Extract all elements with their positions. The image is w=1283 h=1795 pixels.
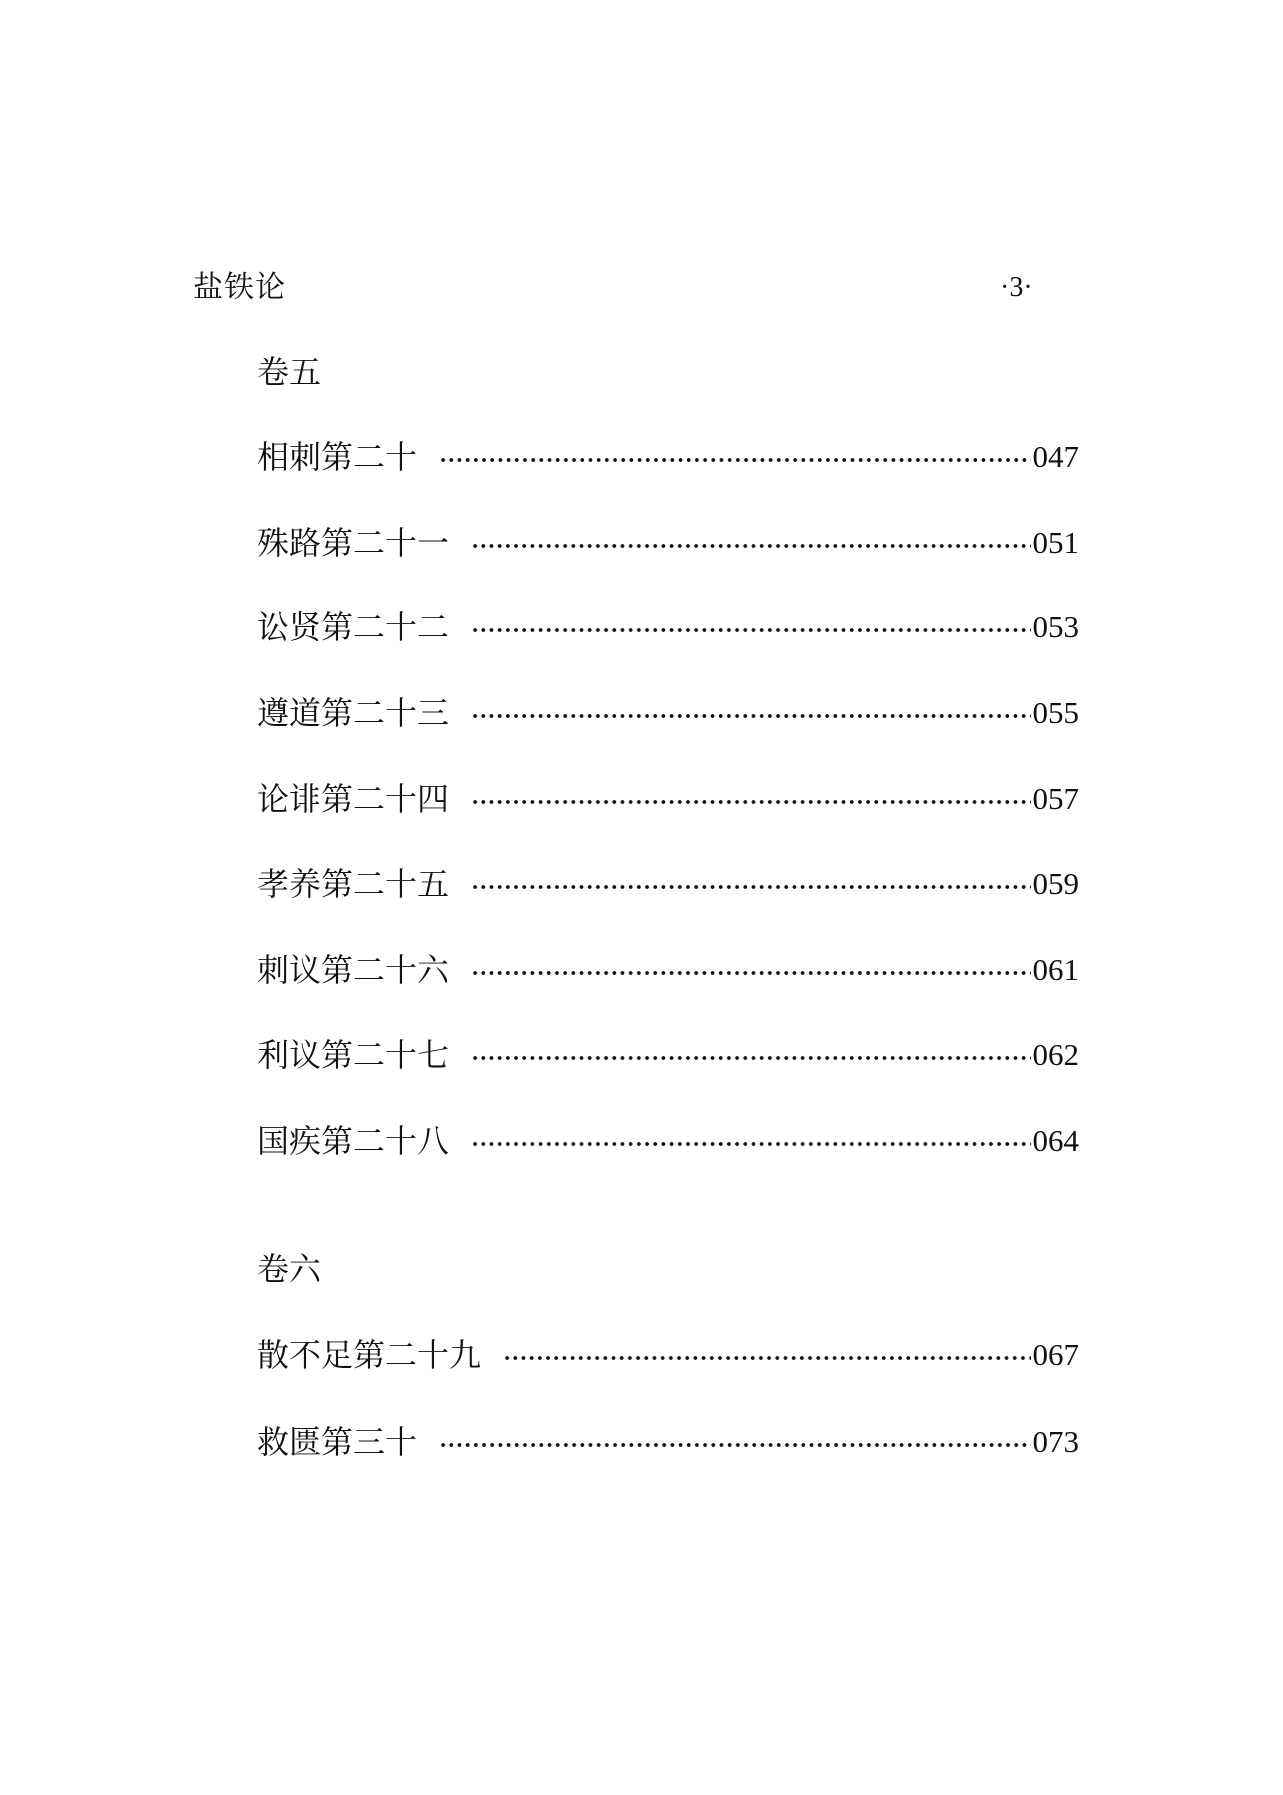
dot-leader (439, 1442, 1030, 1448)
dot-leader (503, 1355, 1030, 1361)
entry-title: 散不足第二十九 (257, 1336, 482, 1374)
dot-leader (471, 713, 1030, 719)
toc-entry[interactable] (257, 605, 1079, 649)
entry-page-number: 064 (1032, 1123, 1079, 1158)
toc-entry[interactable] (257, 435, 1079, 479)
entry-page-number: 051 (1032, 525, 1079, 560)
dot-leader (471, 543, 1030, 549)
entry-title: 相刺第二十 (257, 438, 418, 476)
toc-entry[interactable] (257, 862, 1079, 906)
entry-page-number: 047 (1032, 439, 1079, 474)
dot-leader (471, 1141, 1030, 1147)
entry-page-number: 067 (1032, 1337, 1079, 1372)
page-number: ·3· (1000, 272, 1033, 303)
section-heading: 卷五 (257, 353, 322, 391)
entry-page-number: 059 (1032, 866, 1079, 901)
toc-entry[interactable] (257, 777, 1079, 821)
toc-entry[interactable] (257, 1333, 1079, 1377)
toc-entry[interactable] (257, 1119, 1079, 1163)
entry-title: 讼贤第二十二 (257, 608, 450, 646)
dot-leader (471, 627, 1030, 633)
entry-title: 孝养第二十五 (257, 865, 450, 903)
dot-leader (471, 970, 1030, 976)
dot-leader (471, 1055, 1030, 1061)
toc-entry[interactable] (257, 1420, 1079, 1464)
entry-page-number: 057 (1032, 781, 1079, 816)
dot-leader (439, 457, 1030, 463)
entry-page-number: 073 (1032, 1424, 1079, 1459)
entry-page-number: 062 (1032, 1037, 1079, 1072)
toc-entry[interactable] (257, 521, 1079, 565)
entry-title: 论诽第二十四 (257, 780, 450, 818)
section-heading: 卷六 (257, 1250, 322, 1288)
entry-page-number: 053 (1032, 609, 1079, 644)
dot-leader (471, 884, 1030, 890)
running-title: 盐铁论 (193, 270, 286, 305)
toc-entry[interactable] (257, 1033, 1079, 1077)
entry-title: 殊路第二十一 (257, 524, 450, 562)
entry-title: 国疾第二十八 (257, 1122, 450, 1160)
entry-title: 救匮第三十 (257, 1423, 418, 1461)
entry-title: 刺议第二十六 (257, 951, 450, 989)
entry-title: 利议第二十七 (257, 1036, 450, 1074)
entry-page-number: 055 (1032, 695, 1079, 730)
dot-leader (471, 799, 1030, 805)
toc-entry[interactable] (257, 948, 1079, 992)
toc-entry[interactable] (257, 691, 1079, 735)
entry-page-number: 061 (1032, 952, 1079, 987)
entry-title: 遵道第二十三 (257, 694, 450, 732)
